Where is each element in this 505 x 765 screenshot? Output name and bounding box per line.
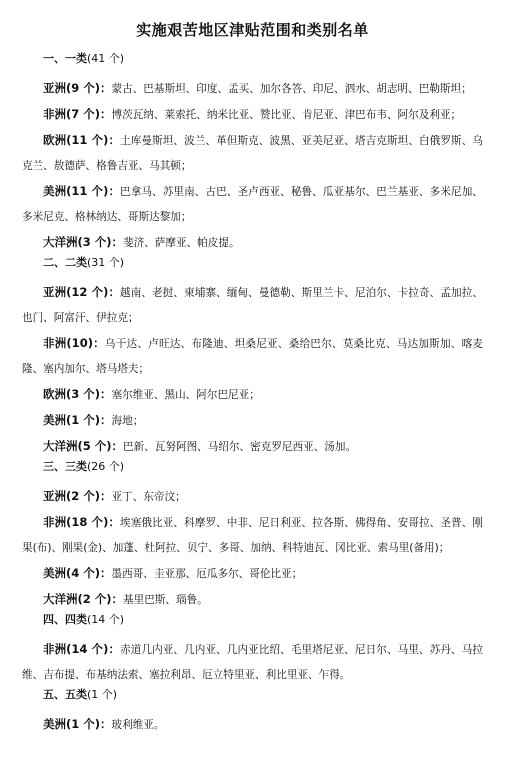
category-heading (22, 613, 483, 627)
region-countries: 斐济、萨摩亚、帕皮提。 (123, 237, 240, 249)
region-paragraph (22, 712, 483, 738)
region-countries: 越南、老挝、柬埔寨、缅甸、曼德勒、斯里兰卡、尼泊尔、卡拉奇、孟加拉、也门、阿富汗、伊拉克； (22, 287, 483, 324)
region-countries: 亚丁、东帝汶； (111, 491, 186, 503)
region-paragraph (22, 484, 483, 510)
region-label: 美洲(1 个)： (43, 717, 112, 731)
region-label: 亚洲(2 个)： (43, 489, 112, 503)
region-paragraph (22, 230, 483, 256)
category-heading (22, 460, 483, 474)
category-count: (14 个) (87, 613, 125, 626)
region-countries: 乌干达、卢旺达、布隆迪、坦桑尼亚、桑给巴尔、莫桑比克、马达加斯加、喀麦隆、塞内加尔、塔马塔夫； (22, 338, 484, 375)
region-label: 非洲(10)： (43, 336, 105, 350)
category-heading (22, 256, 483, 270)
region-countries: 土库曼斯坦、波兰、革但斯克、波黑、亚美尼亚、塔吉克斯坦、白俄罗斯、乌克兰、敖德萨、格鲁吉亚、马其顿； (22, 135, 483, 172)
region-paragraph (22, 179, 483, 230)
region-label: 美洲(4 个)： (43, 566, 112, 580)
region-paragraph (22, 76, 483, 102)
region-label: 大洋洲(2 个)： (43, 592, 124, 606)
category-label: 四、四类 (43, 613, 87, 626)
category-label: 二、二类 (43, 256, 87, 269)
category-heading (22, 52, 483, 66)
category-count: (41 个) (87, 52, 125, 65)
category-label: 一、一类 (43, 52, 87, 65)
region-countries: 赤道几内亚、几内亚、几内亚比绍、毛里塔尼亚、尼日尔、马里、苏丹、马拉维、吉布提、布基纳法索、塞拉利昂、厄立特里亚、利比里亚、乍得。 (22, 644, 483, 681)
region-label: 大洋洲(3 个)： (43, 235, 124, 249)
region-paragraph (22, 510, 483, 561)
region-countries: 巴新、瓦努阿图、马绍尔、密克罗尼西亚、汤加。 (123, 441, 357, 453)
region-label: 非洲(7 个)： (43, 107, 112, 121)
region-countries: 基里巴斯、瑙鲁。 (123, 594, 208, 606)
region-countries: 玻利维亚。 (111, 719, 165, 731)
region-label: 美洲(1 个)： (43, 413, 112, 427)
region-countries: 海地； (111, 415, 144, 427)
region-paragraph (22, 408, 483, 434)
region-paragraph (22, 587, 483, 613)
region-label: 欧洲(3 个)： (43, 387, 112, 401)
region-paragraph (22, 280, 483, 331)
document-body (22, 52, 483, 738)
category-label: 五、五类 (43, 688, 87, 701)
category-label: 三、三类 (43, 460, 87, 473)
region-label: 非洲(14 个)： (43, 642, 121, 656)
document-title: 实施艰苦地区津贴范围和类别名单 (136, 21, 369, 39)
category-count: (31 个) (87, 256, 125, 269)
region-label: 亚洲(9 个)： (43, 81, 112, 95)
region-paragraph (22, 561, 483, 587)
region-countries: 墨西哥、圭亚那、厄瓜多尔、哥伦比亚； (111, 568, 303, 580)
region-label: 亚洲(12 个)： (43, 285, 121, 299)
region-countries: 蒙古、巴基斯坦、印度、孟买、加尔各答、印尼、泗水、胡志明、巴勒斯坦； (111, 83, 472, 95)
region-label: 大洋洲(5 个)： (43, 439, 124, 453)
region-paragraph (22, 102, 483, 128)
category-heading (22, 688, 483, 702)
region-label: 美洲(11 个)： (43, 184, 121, 198)
region-countries: 塞尔维亚、黑山、阿尔巴尼亚； (111, 389, 260, 401)
region-paragraph (22, 331, 483, 382)
region-label: 非洲(18 个)： (43, 515, 121, 529)
region-countries: 埃塞俄比亚、科摩罗、中非、尼日利亚、拉各斯、佛得角、安哥拉、圣普、刚果(布)、刚果(金)、加蓬、杜阿拉、贝宁、多哥、加纳、科特迪瓦、冈比亚、索马里(备用)； (22, 517, 483, 554)
region-countries: 巴拿马、苏里南、古巴、圣卢西亚、秘鲁、瓜亚基尔、巴兰基亚、多米尼加、多米尼克、格林纳达、哥斯达黎加； (22, 186, 483, 223)
region-paragraph (22, 382, 483, 408)
region-label: 欧洲(11 个)： (43, 133, 121, 147)
category-count: (1 个) (87, 688, 118, 701)
region-paragraph (22, 637, 483, 688)
region-paragraph (22, 434, 483, 460)
region-paragraph (22, 128, 483, 179)
category-count: (26 个) (87, 460, 125, 473)
region-countries: 博茨瓦纳、莱索托、纳米比亚、赞比亚、肯尼亚、津巴布韦、阿尔及利亚； (111, 109, 462, 121)
